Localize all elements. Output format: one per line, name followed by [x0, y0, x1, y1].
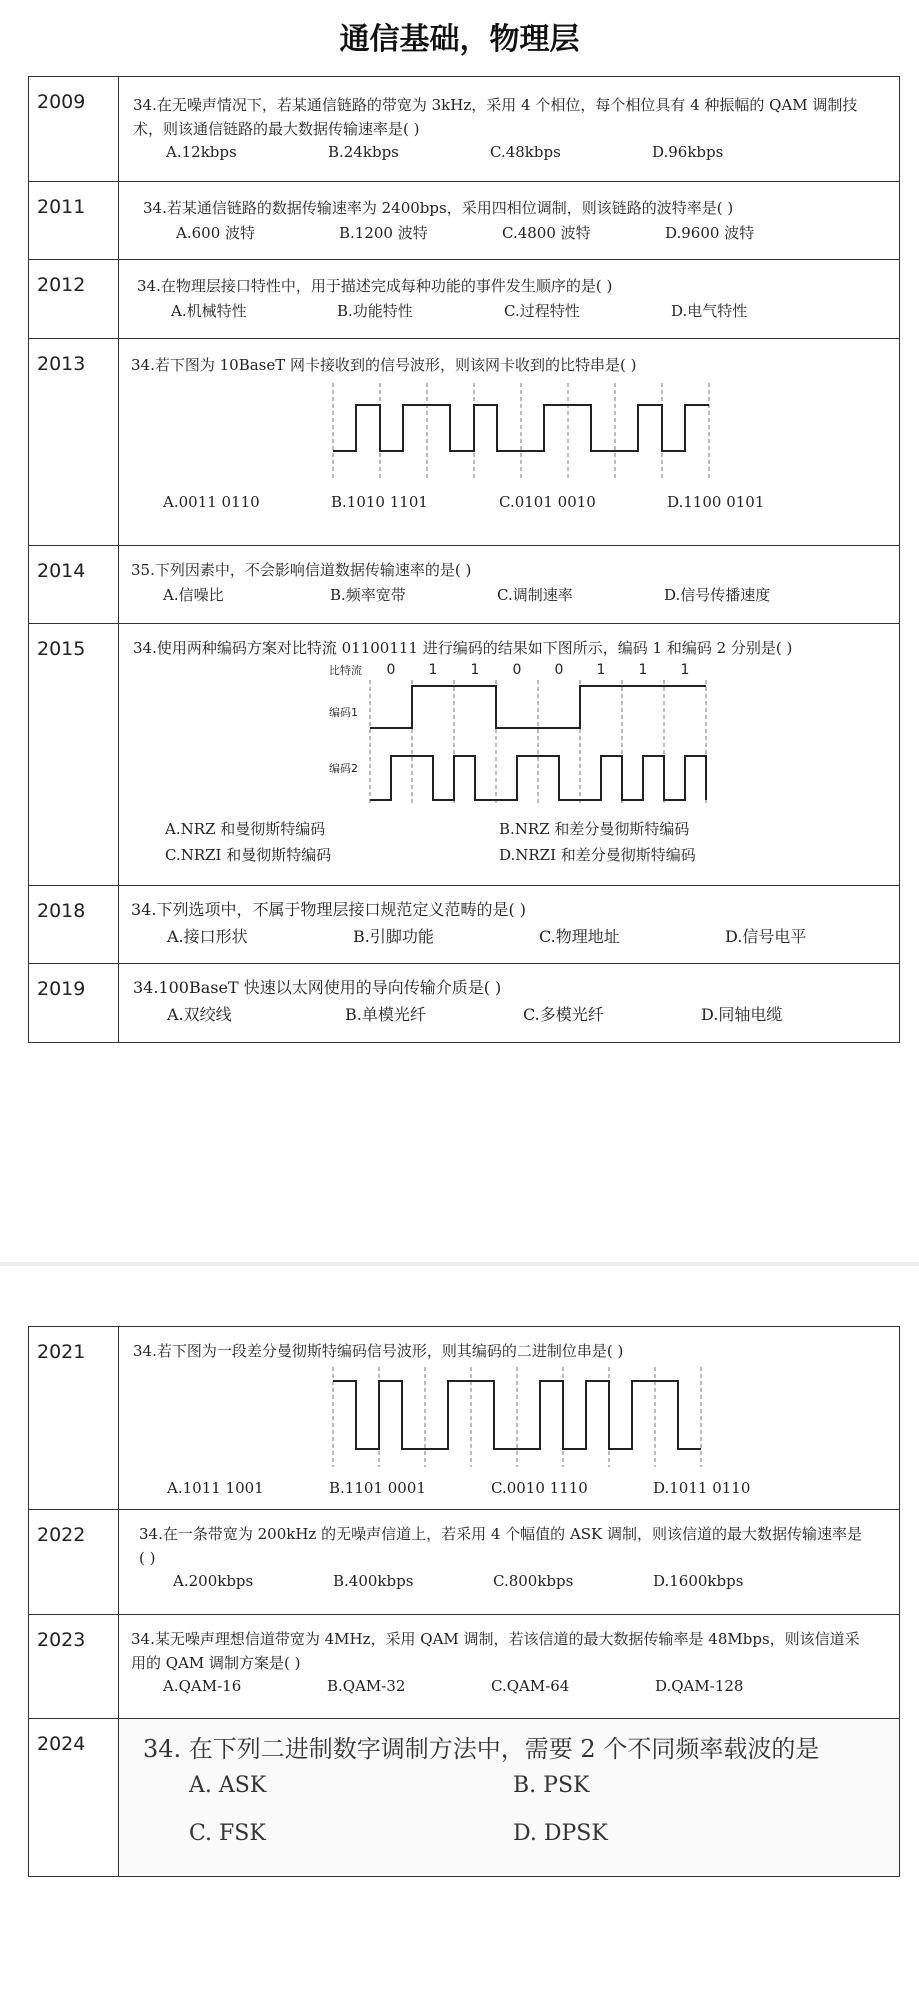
options-row	[119, 298, 899, 324]
table-row	[29, 1719, 900, 1877]
option-d: D.96kbps	[652, 143, 724, 161]
option-d: D.电气特性	[671, 302, 748, 320]
year-cell: 2013	[29, 339, 119, 546]
waveform-figure-diff-manchester	[119, 1363, 909, 1473]
question-text: 34.某无噪声理想信道带宽为 4MHz，采用 QAM 调制，若该信道的最大数据传输率是 48Mbps，则该信道采	[131, 1630, 860, 1648]
question-cell	[119, 964, 900, 1043]
table-row	[29, 339, 900, 546]
question-text: 34.在物理层接口特性中，用于描述完成每种功能的事件发生顺序的是( )	[137, 277, 613, 295]
question-cell	[119, 1510, 900, 1615]
option-c: C.QAM-64	[491, 1677, 570, 1695]
table-row	[29, 1615, 900, 1719]
options-row	[119, 1675, 899, 1701]
option-d: D.QAM-128	[655, 1677, 744, 1695]
waveform-figure-10baset	[119, 377, 909, 487]
option-b: B.QAM-32	[327, 1677, 406, 1695]
option-d: D.同轴电缆	[701, 1005, 783, 1024]
option-b: B.24kbps	[328, 143, 399, 161]
question-text-cont: ( )	[139, 1549, 156, 1567]
bit-label: 1	[428, 662, 438, 678]
year-cell: 2021	[29, 1327, 119, 1510]
option-a: A.600 波特	[176, 224, 255, 242]
option-a: A.NRZ 和曼彻斯特编码	[165, 820, 326, 838]
question-text: 34.若某通信链路的数据传输速率为 2400bps，采用四相位调制，则该链路的波特率是( )	[143, 199, 734, 217]
question-text: 34. 在下列二进制数字调制方法中，需要 2 个不同频率载波的是	[143, 1735, 820, 1763]
option-b: B.NRZ 和差分曼彻斯特编码	[499, 820, 690, 838]
options-row	[119, 220, 899, 246]
question-text-cont: 术，则该通信链路的最大数据传输速率是( )	[133, 120, 420, 138]
bit-label: 0	[386, 662, 396, 678]
option-c: C.48kbps	[490, 143, 561, 161]
year-cell: 2014	[29, 546, 119, 624]
option-b: B.1101 0001	[329, 1479, 426, 1497]
options-row	[119, 582, 899, 608]
options-row	[119, 1570, 899, 1596]
question-text-cont: 用的 QAM 调制方案是( )	[131, 1654, 301, 1672]
question-text: 34.在无噪声情况下，若某通信链路的带宽为 3kHz，采用 4 个相位，每个相位具有 4 种振幅的 QAM 调制技	[133, 96, 858, 114]
options-row	[119, 1000, 899, 1026]
code2-label: 编码2	[329, 762, 358, 775]
year-cell: 2012	[29, 260, 119, 339]
question-cell	[119, 1615, 900, 1719]
option-c: C.800kbps	[493, 1572, 574, 1590]
option-d: D.信号电平	[725, 927, 807, 946]
question-table-part2	[28, 1326, 900, 1877]
bit-label: 0	[512, 662, 522, 678]
option-c: C.过程特性	[504, 302, 580, 320]
options-row	[119, 491, 899, 517]
question-text: 34.若下图为一段差分曼彻斯特编码信号波形，则其编码的二进制位串是( )	[133, 1342, 624, 1360]
question-cell	[119, 260, 900, 339]
table-row	[29, 886, 900, 964]
option-a: A.QAM-16	[163, 1677, 242, 1695]
option-c: C.物理地址	[539, 927, 620, 946]
option-d: D.信号传播速度	[664, 586, 771, 604]
table-row	[29, 546, 900, 624]
page-title: 通信基础，物理层	[339, 22, 580, 57]
option-d: D.1600kbps	[653, 1572, 744, 1590]
table-row	[29, 182, 900, 260]
option-a: A.0011 0110	[163, 493, 260, 511]
option-d: D.NRZI 和差分曼彻斯特编码	[499, 846, 696, 864]
question-text: 34.使用两种编码方案对比特流 01100111 进行编码的结果如下图所示，编码 1 和编码 2 分别是( )	[133, 639, 793, 657]
question-cell	[119, 1719, 900, 1877]
option-a: A.接口形状	[167, 927, 248, 946]
bit-label: 1	[596, 662, 606, 678]
question-cell	[119, 886, 900, 964]
bit-label: 1	[680, 662, 690, 678]
question-text: 35.下列因素中，不会影响信道数据传输速率的是( )	[131, 561, 472, 579]
bitstream-label: 比特流	[329, 664, 362, 677]
question-text: 34.下列选项中，不属于物理层接口规范定义范畴的是( )	[131, 900, 527, 919]
option-c: C.0101 0010	[499, 493, 596, 511]
option-a: A.信噪比	[163, 586, 224, 604]
question-cell	[119, 339, 900, 546]
table-row	[29, 1327, 900, 1510]
code1-label: 编码1	[329, 706, 358, 719]
year-cell: 2022	[29, 1510, 119, 1615]
options-row	[119, 1477, 899, 1503]
option-d: D.9600 波特	[665, 224, 755, 242]
option-b: B.1010 1101	[331, 493, 428, 511]
question-cell	[119, 624, 900, 886]
options-row	[119, 816, 899, 842]
option-d: D.1100 0101	[667, 493, 765, 511]
option-a: A.双绞线	[167, 1005, 232, 1024]
question-text: 34.在一条带宽为 200kHz 的无噪声信道上，若采用 4 个幅值的 ASK 调制，则该信道的最大数据传输速率是	[139, 1525, 863, 1543]
options-row	[119, 1771, 899, 1819]
option-c: C.多模光纤	[523, 1005, 604, 1024]
year-cell: 2019	[29, 964, 119, 1043]
options-row	[119, 1819, 899, 1867]
question-cell	[119, 546, 900, 624]
year-cell: 2024	[29, 1719, 119, 1877]
option-c: C.0010 1110	[491, 1479, 588, 1497]
encoding-figure	[119, 660, 909, 810]
option-b: B.400kbps	[333, 1572, 414, 1590]
table-row	[29, 964, 900, 1043]
year-cell: 2011	[29, 182, 119, 260]
table-row	[29, 77, 900, 182]
option-a: A.12kbps	[166, 143, 237, 161]
year-cell: 2023	[29, 1615, 119, 1719]
table-row	[29, 624, 900, 886]
option-a: A.1011 1001	[167, 1479, 264, 1497]
option-c: C. FSK	[189, 1821, 266, 1846]
question-text: 34.若下图为 10BaseT 网卡接收到的信号波形，则该网卡收到的比特串是( )	[131, 356, 637, 374]
option-a: A.200kbps	[173, 1572, 254, 1590]
bit-label: 0	[554, 662, 564, 678]
table-row	[29, 1510, 900, 1615]
year-cell: 2015	[29, 624, 119, 886]
option-b: B.引脚功能	[353, 927, 434, 946]
bit-label: 1	[638, 662, 648, 678]
year-cell: 2018	[29, 886, 119, 964]
option-b: B.单模光纤	[345, 1005, 426, 1024]
option-a: A. ASK	[189, 1773, 267, 1798]
option-c: C.调制速率	[497, 586, 573, 604]
question-text: 34.100BaseT 快速以太网使用的导向传输介质是( )	[133, 978, 502, 997]
option-d: D. DPSK	[513, 1821, 608, 1846]
question-cell	[119, 1327, 900, 1510]
page-separator	[0, 1262, 919, 1266]
table-row	[29, 260, 900, 339]
option-b: B.功能特性	[337, 302, 413, 320]
question-cell	[119, 182, 900, 260]
bit-label: 1	[470, 662, 480, 678]
option-b: B.1200 波特	[339, 224, 428, 242]
option-c: C.NRZI 和曼彻斯特编码	[165, 846, 332, 864]
year-cell: 2009	[29, 77, 119, 182]
option-c: C.4800 波特	[502, 224, 591, 242]
option-d: D.1011 0110	[653, 1479, 751, 1497]
option-b: B. PSK	[513, 1773, 590, 1798]
question-table-part1	[28, 76, 900, 1043]
options-row	[119, 922, 899, 948]
question-cell	[119, 77, 900, 182]
options-row	[119, 842, 899, 868]
options-row	[119, 141, 899, 167]
option-a: A.机械特性	[171, 302, 247, 320]
option-b: B.频率宽带	[330, 586, 406, 604]
